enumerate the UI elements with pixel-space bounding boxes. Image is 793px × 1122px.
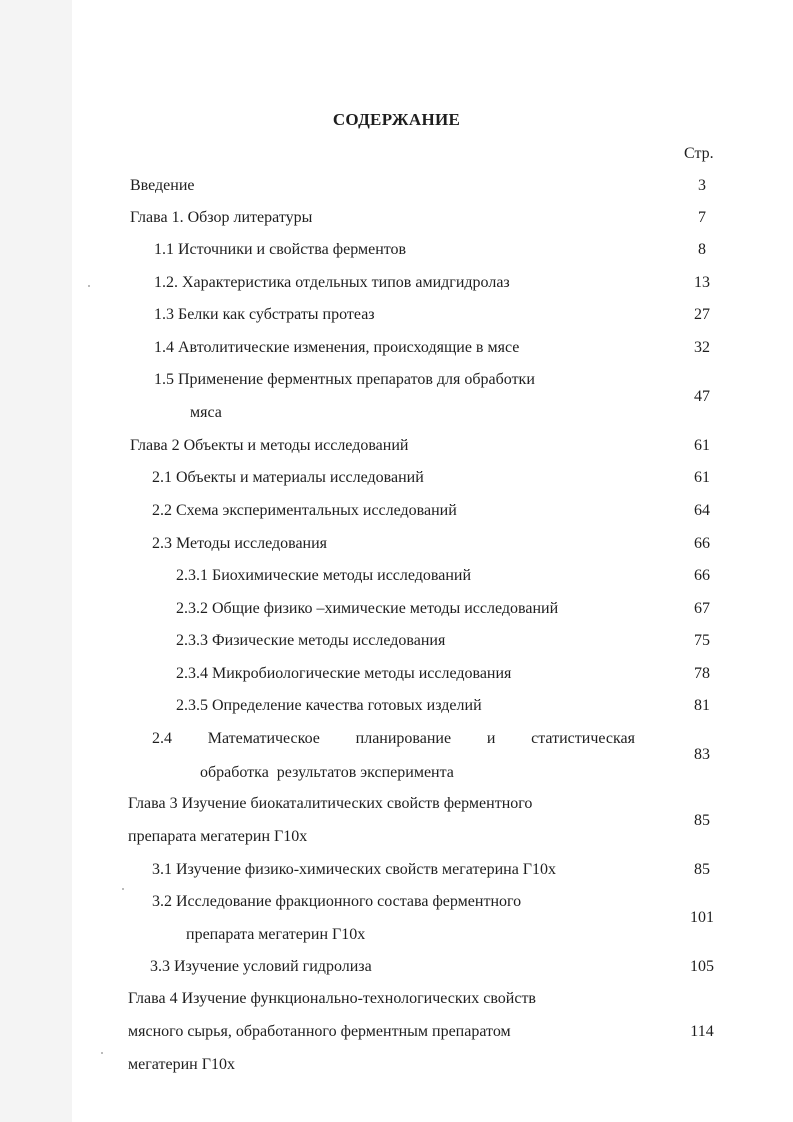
toc-entry-text-continued: обработка результатов эксперимента: [200, 764, 454, 781]
toc-word: Математическое: [207, 730, 320, 747]
toc-entry-page: 32: [694, 339, 710, 356]
toc-entry-page: 105: [690, 958, 714, 975]
toc-entry-text-continued: препарата мегатерин Г10х: [186, 926, 366, 943]
toc-entry-page: 47: [694, 388, 710, 405]
toc-entry-text: 1.5 Применение ферментных препаратов для обработки: [154, 371, 535, 388]
toc-entry-page: 8: [698, 241, 706, 258]
toc-entry-text: 1.1 Источники и свойства ферментов: [154, 241, 407, 258]
toc-entry-page: 85: [694, 812, 710, 829]
toc-word: 2.4: [152, 730, 172, 747]
toc-entry-text: 2.1 Объекты и материалы исследований: [152, 469, 424, 486]
toc-entry-page: 64: [694, 502, 710, 519]
toc-entry-text: 3.1 Изучение физико-химических свойств мегатерина Г10х: [152, 861, 557, 878]
toc-entry-text-continued: мяса: [190, 404, 222, 421]
toc-entry-page: 75: [694, 632, 710, 649]
toc-entry-page: 13: [694, 274, 710, 291]
toc-entry-page: 67: [694, 600, 710, 617]
toc-entry-text-continued: мясного сырья, обработанного ферментным препаратом: [128, 1023, 511, 1040]
toc-entry-text: 2.3 Методы исследования: [152, 535, 328, 552]
toc-entry-text: 1.3 Белки как субстраты протеаз: [154, 306, 375, 323]
toc-entry: [0, 730, 793, 790]
toc-entry-page: 61: [694, 437, 710, 454]
toc-entry-page: 114: [690, 1023, 714, 1040]
toc-entry-page: 83: [694, 746, 710, 763]
toc-entry-page: 7: [698, 209, 706, 226]
scan-speck: [122, 888, 124, 890]
toc-entry: [0, 893, 793, 953]
toc-entry-text: 1.4 Автолитические изменения, происходящие в мясе: [154, 339, 520, 356]
toc-entry-page: 66: [694, 535, 710, 552]
toc-entry-page: 101: [690, 909, 714, 926]
toc-word: и: [486, 730, 496, 747]
toc-entry-text: [152, 730, 635, 748]
toc-entry-page: 81: [694, 697, 710, 714]
toc-entry-page: 27: [694, 306, 710, 323]
toc-entry-text-continued: мегатерин Г10х: [128, 1056, 235, 1073]
toc-entry: [0, 371, 793, 431]
toc-entry-page: 78: [694, 665, 710, 682]
toc-entry: [0, 990, 793, 1080]
toc-entry-page: 61: [694, 469, 710, 486]
toc-entry-text: Глава 2 Объекты и методы исследований: [130, 437, 409, 454]
toc-entry-text: 2.3.4 Микробиологические методы исследования: [176, 665, 512, 682]
scan-speck: [101, 1052, 103, 1054]
toc-entry-text: Введение: [130, 177, 195, 194]
toc-entry-page: 85: [694, 861, 710, 878]
toc-entry-text: Глава 1. Обзор литературы: [130, 209, 313, 226]
toc-entry-text: 3.2 Исследование фракционного состава ферментного: [152, 893, 522, 910]
toc-word: статистическая: [531, 730, 635, 747]
page-title: СОДЕРЖАНИЕ: [332, 110, 461, 129]
toc-entry-text: 2.3.5 Определение качества готовых изделий: [176, 697, 482, 714]
document-page: [72, 0, 793, 1122]
page-column-header: Стр.: [684, 145, 714, 162]
toc-entry: [0, 795, 793, 855]
toc-entry-page: 3: [698, 177, 706, 194]
scan-speck: [88, 285, 90, 287]
toc-entry-text: 2.3.2 Общие физико –химические методы исследований: [176, 600, 559, 617]
toc-entry-text: Глава 4 Изучение функционально-технологических свойств: [128, 990, 536, 1007]
toc-word: планирование: [355, 730, 452, 747]
toc-entry-text: 2.3.1 Биохимические методы исследований: [176, 567, 472, 584]
toc-entry-text-continued: препарата мегатерин Г10х: [128, 828, 308, 845]
toc-entry-text: Глава 3 Изучение биокаталитических свойств ферментного: [128, 795, 533, 812]
toc-entry-text: 1.2. Характеристика отдельных типов амидгидролаз: [154, 274, 510, 291]
toc-entry-text: 3.3 Изучение условий гидролиза: [150, 958, 372, 975]
toc-entry-text: 2.2 Схема экспериментальных исследований: [152, 502, 457, 519]
toc-entry-text: 2.3.3 Физические методы исследования: [176, 632, 446, 649]
toc-entry-page: 66: [694, 567, 710, 584]
